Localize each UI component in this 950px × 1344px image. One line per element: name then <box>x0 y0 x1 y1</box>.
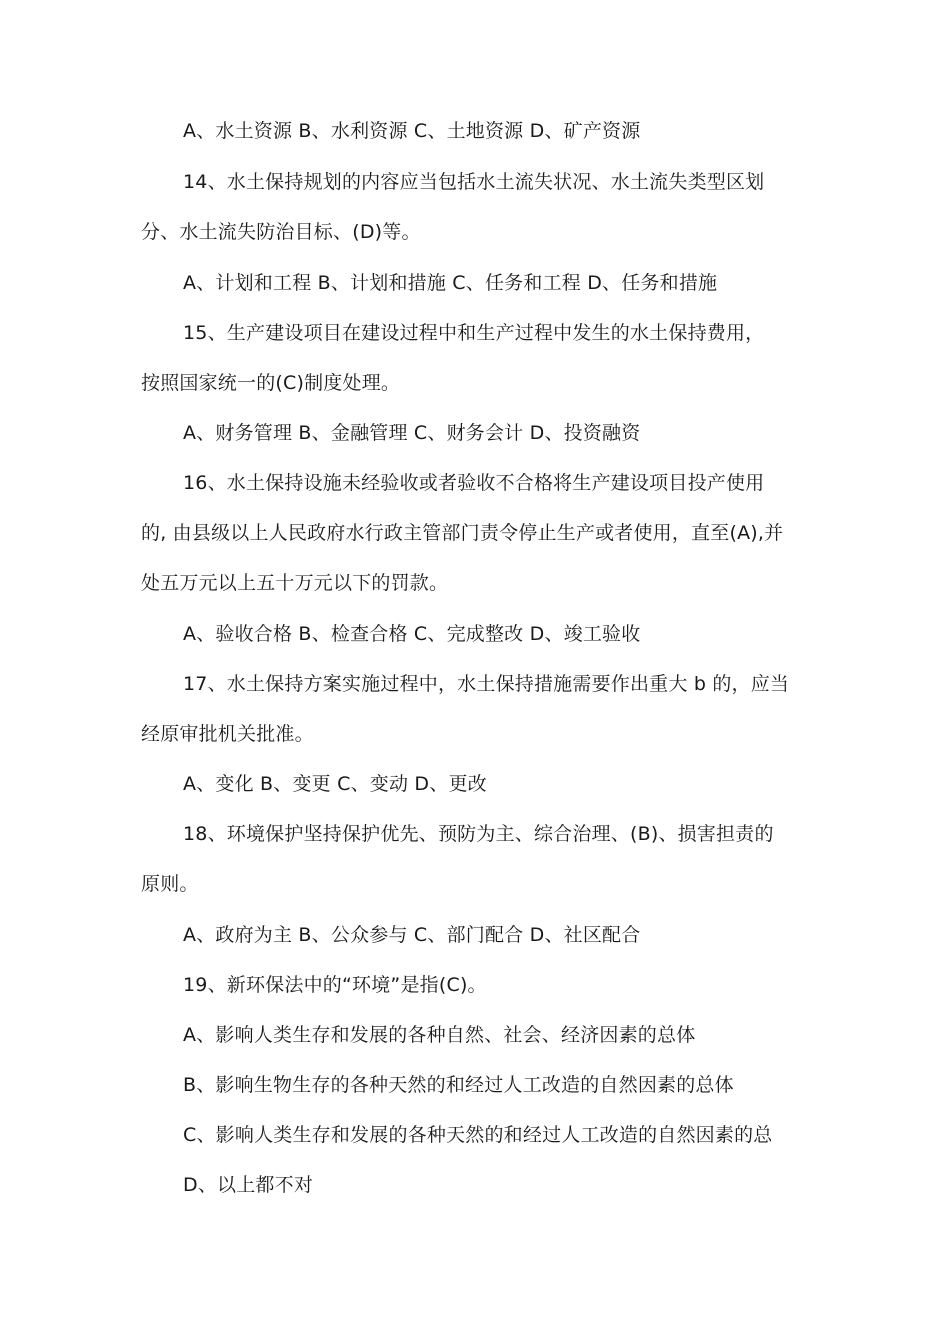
q13-options: A、水土资源 B、水利资源 C、土地资源 D、矿产资源 <box>183 120 641 142</box>
q16-options: A、验收合格 B、检查合格 C、完成整改 D、竣工验收 <box>183 623 641 645</box>
q15-question-line1: 15、生产建设项目在建设过程中和生产过程中发生的水土保持费用， <box>183 322 765 344</box>
q19-option-c: C、影响人类生存和发展的各种天然的和经过人工改造的自然因素的总 <box>183 1124 773 1146</box>
q17-question-line2: 经原审批机关批准。 <box>141 723 314 745</box>
q16-question-line1: 16、水土保持设施未经验收或者验收不合格将生产建设项目投产使用 <box>183 472 765 494</box>
q14-options: A、计划和工程 B、计划和措施 C、任务和工程 D、任务和措施 <box>183 272 718 294</box>
q15-options: A、财务管理 B、金融管理 C、财务会计 D、投资融资 <box>183 422 641 444</box>
q14-question-line2: 分、水土流失防治目标、(D)等。 <box>141 221 421 243</box>
q18-question-line2: 原则。 <box>141 873 199 895</box>
q17-options: A、变化 B、变更 C、变动 D、更改 <box>183 773 487 795</box>
q19-option-b: B、影响生物生存的各种天然的和经过人工改造的自然因素的总体 <box>183 1074 734 1096</box>
q16-question-line3: 处五万元以上五十万元以下的罚款。 <box>141 572 449 594</box>
q18-question-line1: 18、环境保护坚持保护优先、预防为主、综合治理、(B)、损害担责的 <box>183 823 774 845</box>
q17-question-line1: 17、水土保持方案实施过程中，水土保持措施需要作出重大 b 的，应当 <box>183 673 790 695</box>
q19-question: 19、新环保法中的“环境”是指(C)。 <box>183 974 487 996</box>
q19-option-d: D、以上都不对 <box>183 1174 314 1196</box>
q15-question-line2: 按照国家统一的(C)制度处理。 <box>141 372 401 394</box>
q19-option-a: A、影响人类生存和发展的各种自然、社会、经济因素的总体 <box>183 1024 696 1046</box>
q16-question-line2: 的, 由县级以上人民政府水行政主管部门责令停止生产或者使用，直至(A),并 <box>141 522 784 544</box>
q14-question-line1: 14、水土保持规划的内容应当包括水土流失状况、水土流失类型区划 <box>183 171 765 193</box>
q18-options: A、政府为主 B、公众参与 C、部门配合 D、社区配合 <box>183 924 641 946</box>
